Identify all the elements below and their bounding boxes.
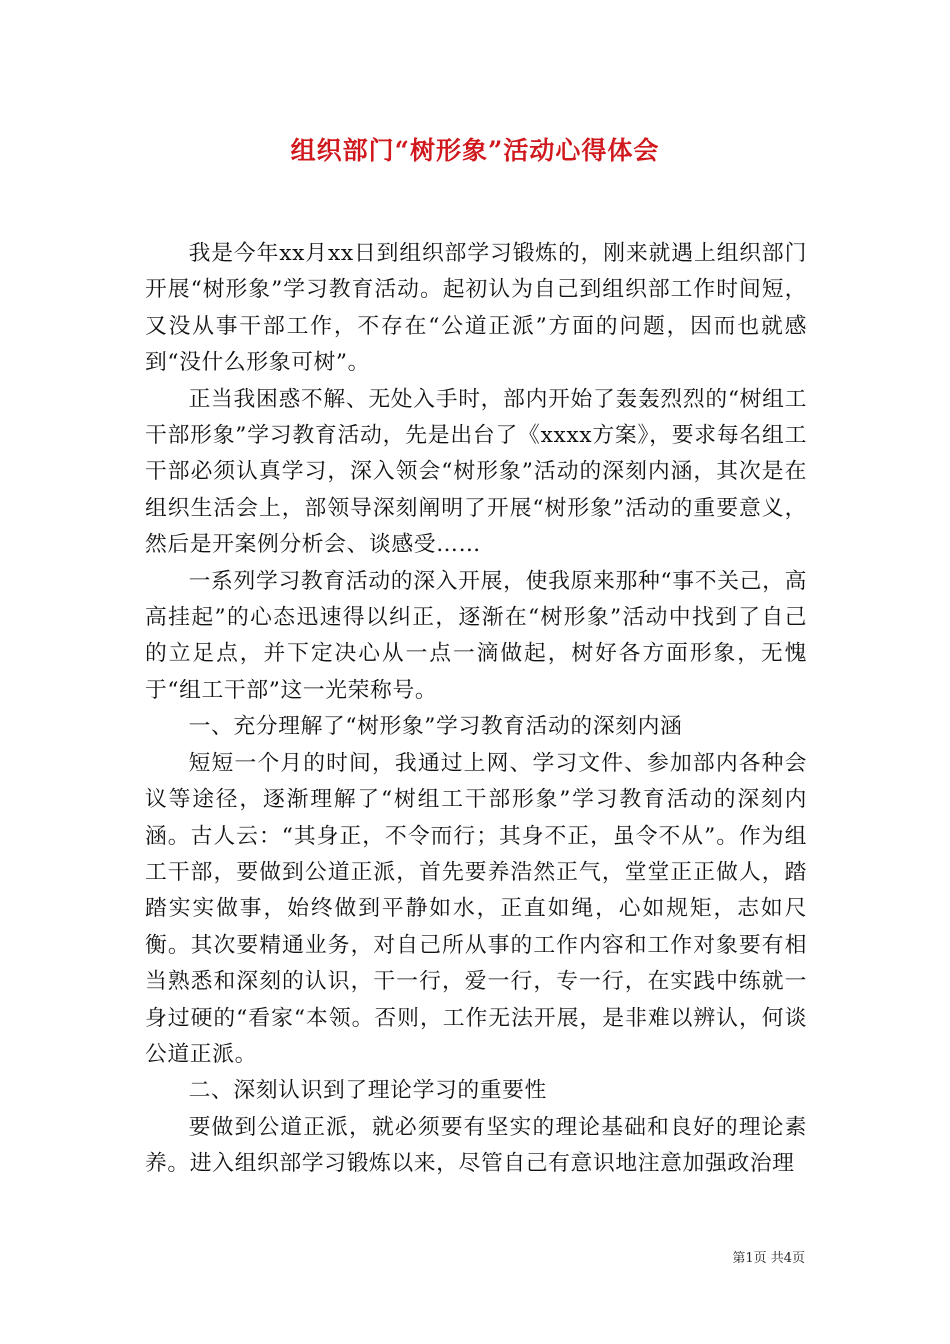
paragraph-intro: 我是今年xx月xx日到组织部学习锻炼的，刚来就遇上组织部门开展“树形象”学习教育活动。起初认为自己到组织部工作时间短，又没从事干部工作，不存在“公道正派”方面的问题，因而也就感到“没什么形象可树”。	[145, 241, 807, 376]
page-number-footer: 第1页 共4页	[732, 1251, 805, 1266]
paragraph-understanding: 短短一个月的时间，我通过上网、学习文件、参加部内各种会议等途径，逐渐理解了“树组工干部形象”学习教育活动的深刻内涵。古人云：“其身正，不令而行；其身不正，虽令不从”。作为组工干部，要做到公道正派，首先要养浩然正气，堂堂正正做人，踏踏实实做事，始终做到平静如水，正直如绳，心如规矩，志如尺衡。其次要精通业务，对自己所从事的工作内容和工作对象要有相当熟悉和深刻的认识，干一行，爱一行，专一行，在实践中练就一身过硬的“看家“本领。否则，工作无法开展，是非难以辨认，何谈公道正派。	[145, 750, 807, 1067]
section-heading-2: 二、深刻认识到了理论学习的重要性	[188, 1078, 547, 1104]
paragraph-correction: 一系列学习教育活动的深入开展，使我原来那种“事不关己，高高挂起”的心态迅速得以纠正，逐渐在“树形象”活动中找到了自己的立足点，并下定决心从一点一滴做起，树好各方面形象，无愧于“组工干部”这一光荣称号。	[145, 568, 807, 703]
page-title: 组织部门“树形象”活动心得体会	[290, 136, 660, 165]
paragraph-activity: 正当我困惑不解、无处入手时，部内开始了轰轰烈烈的“树组工干部形象”学习教育活动，先是出台了《xxxx方案》，要求每名组工干部必须认真学习，深入领会“树形象”活动的深刻内涵，其次是在组织生活会上，部领导深刻阐明了开展“树形象”活动的重要意义，然后是开案例分析会、谈感受……	[145, 386, 807, 558]
paragraph-theory: 要做到公道正派，就必须要有坚实的理论基础和良好的理论素养。进入组织部学习锻炼以来，尽管自己有意识地注意加强政治理	[145, 1114, 807, 1177]
document-body	[145, 236, 807, 1183]
section-heading-1: 一、充分理解了“树形象”学习教育活动的深刻内涵	[188, 714, 683, 740]
